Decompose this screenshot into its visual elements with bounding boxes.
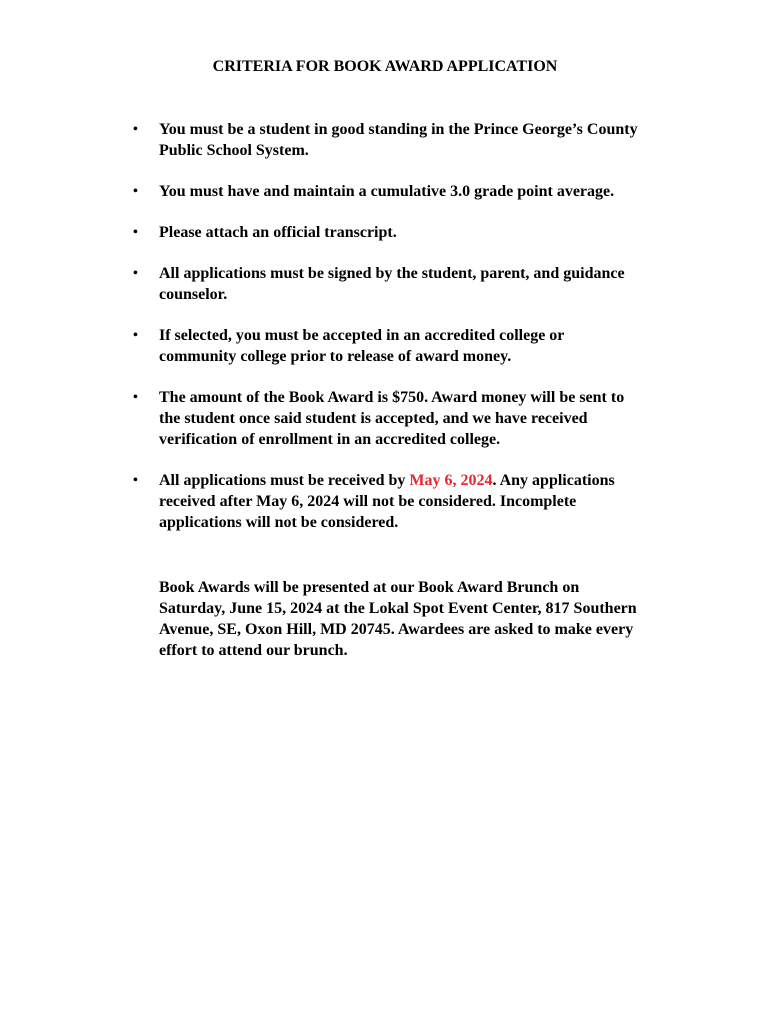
criteria-text: Please attach an official transcript. — [159, 224, 397, 241]
bullet-icon: • — [133, 225, 138, 240]
bullet-icon: • — [133, 328, 138, 343]
criteria-item — [131, 119, 641, 161]
criteria-text: You must be a student in good standing in the Prince George’s County Public School System. — [159, 121, 638, 159]
criteria-item — [131, 263, 641, 305]
criteria-item — [131, 222, 641, 243]
criteria-list — [131, 119, 641, 553]
bullet-icon: • — [133, 122, 138, 137]
deadline-prefix: All applications must be received by — [159, 472, 410, 489]
deadline-suffix: . Any applications received after May 6, 2024 will not be considered. Incomplete applications will not be considered. — [159, 472, 615, 531]
criteria-text: All applications must be signed by the student, parent, and guidance counselor. — [159, 265, 625, 303]
bullet-icon: • — [133, 184, 138, 199]
criteria-item-deadline — [131, 470, 641, 533]
criteria-text: If selected, you must be accepted in an accredited college or community college prior to release of award money. — [159, 327, 565, 365]
closing-paragraph: Book Awards will be presented at our Book Award Brunch on Saturday, June 15, 2024 at the Lokal Spot Event Center, 817 Southern Avenue, SE, Oxon Hill, MD 20745. Awardees are asked to make every effort to attend our brunch. — [159, 579, 637, 659]
bullet-icon: • — [133, 266, 138, 281]
criteria-item — [131, 387, 641, 450]
deadline-date: May 6, 2024 — [409, 472, 493, 489]
document-title: CRITERIA FOR BOOK AWARD APPLICATION — [212, 58, 558, 75]
criteria-item — [131, 325, 641, 367]
criteria-text: The amount of the Book Award is $750. Award money will be sent to the student once said student is accepted, and we have received verification of enrollment in an accredited college. — [159, 389, 625, 448]
criteria-text: You must have and maintain a cumulative 3.0 grade point average. — [159, 183, 615, 200]
bullet-icon: • — [133, 473, 138, 488]
criteria-item — [131, 181, 641, 202]
bullet-icon: • — [133, 390, 138, 405]
